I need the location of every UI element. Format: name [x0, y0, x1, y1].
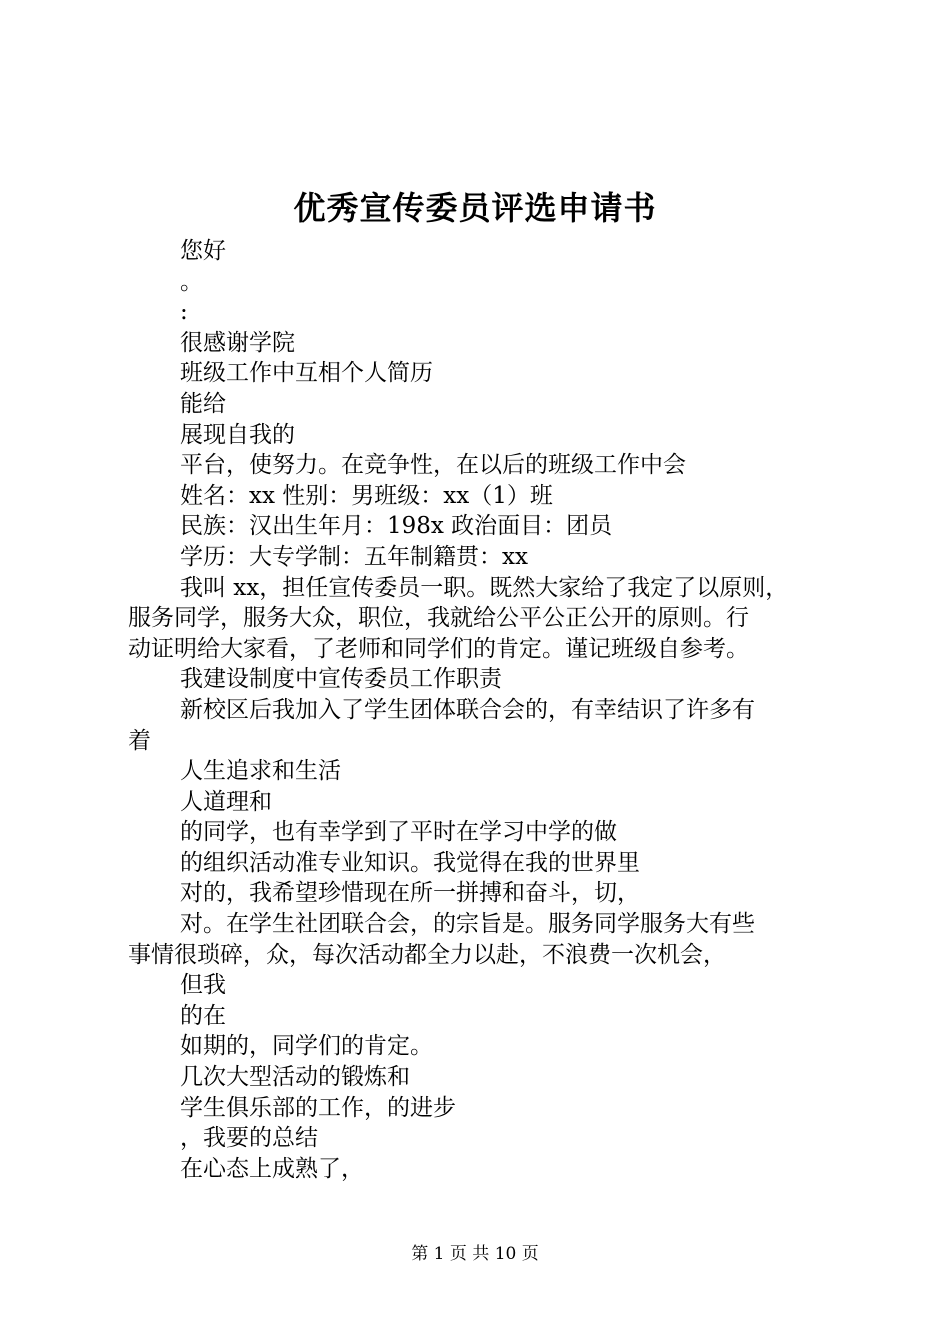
text-line: 学生俱乐部的工作，的进步 [180, 1094, 456, 1121]
text-line: 学历：大专学制：五年制籍贯：xx [180, 543, 528, 570]
text-line: 人生追求和生活 [180, 758, 341, 785]
text-line: 新校区后我加入了学生团体联合会的，有幸结识了许多有 [180, 696, 755, 723]
text-line: 人道理和 [180, 788, 272, 815]
text-line: 如期的，同学们的肯定。 [180, 1033, 433, 1060]
page-footer: 第 1 页 共 10 页 [411, 1244, 539, 1264]
text-line: 很感谢学院 [180, 329, 295, 356]
text-line: : [180, 299, 188, 326]
document-title: 优秀宣传委员评选申请书 [293, 189, 657, 227]
text-line: 但我 [180, 972, 226, 999]
text-line: 在心态上成熟了， [180, 1155, 364, 1182]
text-line: 动证明给大家看，了老师和同学们的肯定。谨记班级自参考。 [128, 635, 749, 662]
text-line: ，我要的总结 [180, 1125, 318, 1152]
text-line: 几次大型活动的锻炼和 [180, 1064, 410, 1091]
text-line: 事情很琐碎，众，每次活动都全力以赴，不浪费一次机会， [128, 941, 726, 968]
text-line: 班级工作中互相个人简历 [180, 360, 433, 387]
text-line: 平台，使努力。在竞争性，在以后的班级工作中会 [180, 452, 686, 479]
text-line: 我叫 xx，担任宣传委员一职。既然大家给了我定了以原则， [180, 574, 789, 601]
text-line: 姓名：xx 性别：男班级：xx（1）班 [180, 482, 553, 509]
text-line: 您好 [180, 238, 226, 264]
text-line: 的在 [180, 1002, 226, 1029]
text-line: 我建设制度中宣传委员工作职责 [180, 666, 502, 693]
text-line: 能给 [180, 390, 226, 417]
text-line: 服务同学，服务大众，职位，我就给公平公正公开的原则。行 [128, 605, 749, 632]
text-line: 的组织活动准专业知识。我觉得在我的世界里 [180, 849, 640, 876]
text-line: 着 [128, 727, 151, 754]
text-line: 展现自我的 [180, 421, 295, 448]
text-line: 的同学，也有幸学到了平时在学习中学的做 [180, 819, 617, 846]
text-line: 民族：汉出生年月：198x 政治面目：团员 [180, 513, 613, 540]
text-line: 对。在学生社团联合会，的宗旨是。服务同学服务大有些 [180, 911, 755, 938]
document-body [128, 236, 838, 1184]
text-line: 对的，我希望珍惜现在所一拼搏和奋斗，切， [180, 880, 640, 907]
text-line: 。 [180, 268, 203, 295]
